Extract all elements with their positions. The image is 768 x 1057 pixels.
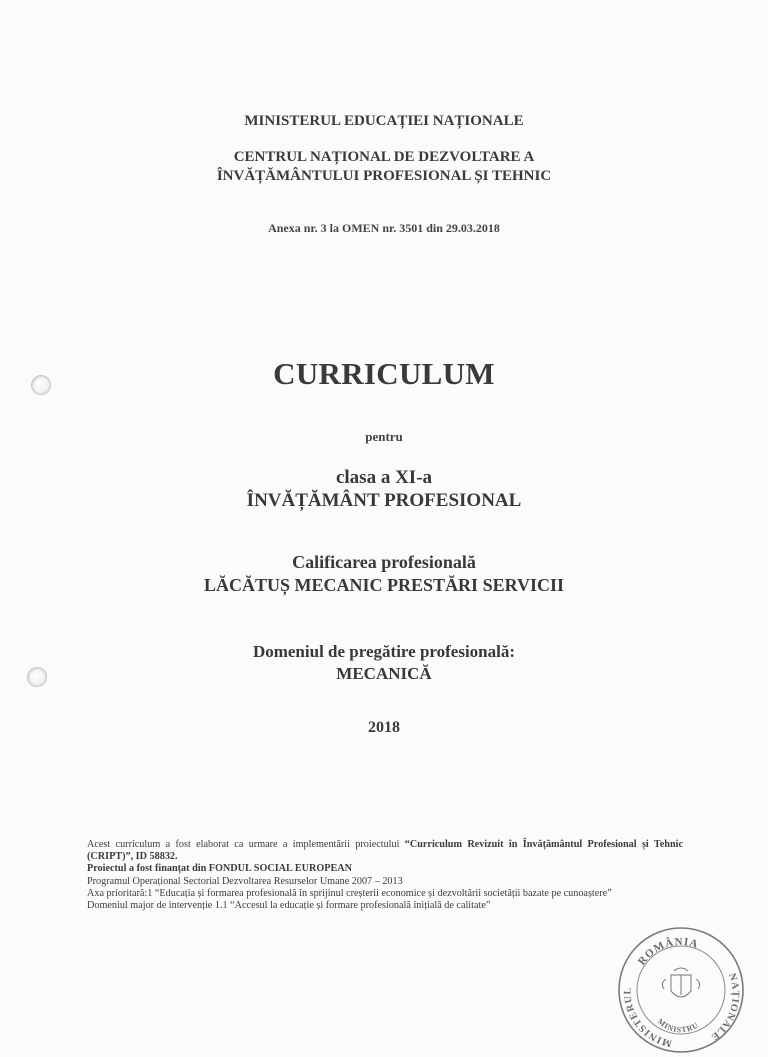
stamp-right-text: NAȚIONALE [708,971,741,1043]
annex-reference: Anexa nr. 3 la OMEN nr. 3501 din 29.03.2018 [268,221,500,235]
svg-text:MINISTERUL [622,987,673,1049]
ministry-name: MINISTERUL EDUCAȚIEI NAȚIONALE [244,113,524,129]
footnote-priority-axis: Axa prioritară:1 “Educația și formarea profesională în sprijinul creșterii economice și dezvoltării societății bazate pe cunoaștere” [87,887,612,899]
document-title: CURRICULUM [273,356,495,391]
punch-hole-top [31,375,51,395]
footnote-project-intro: Acest curriculum a fost elaborat ca urmare a implementării proiectului [87,839,405,850]
punch-hole-bottom [27,667,47,687]
centre-name-line2: ÎNVĂȚĂMÂNTULUI PROFESIONAL ȘI TEHNIC [216,168,552,184]
domain-name: MECANICĂ [336,664,432,683]
domain-label: Domeniul de pregătire profesională: [252,642,516,661]
qualification-name: LĂCĂTUȘ MECANIC PRESTĂRI SERVICII [204,575,564,595]
grade-level: clasa a XI-a [335,467,433,488]
footnote-programme: Programul Operațional Sectorial Dezvoltarea Resurselor Umane 2007 – 2013 [87,875,403,887]
coat-of-arms-icon [662,968,699,997]
document-year: 2018 [368,719,400,736]
footnote-project-title: “Curriculum Revizuit în Învățământul Profesional și Tehnic (CRIPT)”, ID 58832. [87,839,683,863]
stamp-left-text: MINISTERUL [622,986,674,1049]
footnote-project-line [87,839,683,863]
svg-text:MINISTRU [656,1017,700,1034]
qualification-label: Calificarea profesională [292,552,476,572]
for-label: pentru [365,429,403,444]
centre-name-line1: CENTRUL NAȚIONAL DE DEZVOLTARE A [233,149,535,165]
education-type: ÎNVĂȚĂMÂNT PROFESIONAL [246,490,522,511]
footnote-funding: Proiectul a fost finanțat din FONDUL SOCIAL EUROPEAN [87,863,352,875]
svg-text:ROMÂNIA [636,936,700,968]
project-footnote [87,839,683,912]
footnote-intervention-domain: Domeniul major de intervenție 1.1 “Accesul la educație și formare profesională inițială de calitate” [87,900,491,912]
stamp-inner-text: MINISTRU [655,1016,701,1035]
official-stamp [614,923,748,1057]
stamp-top-text: ROMÂNIA [635,935,700,968]
